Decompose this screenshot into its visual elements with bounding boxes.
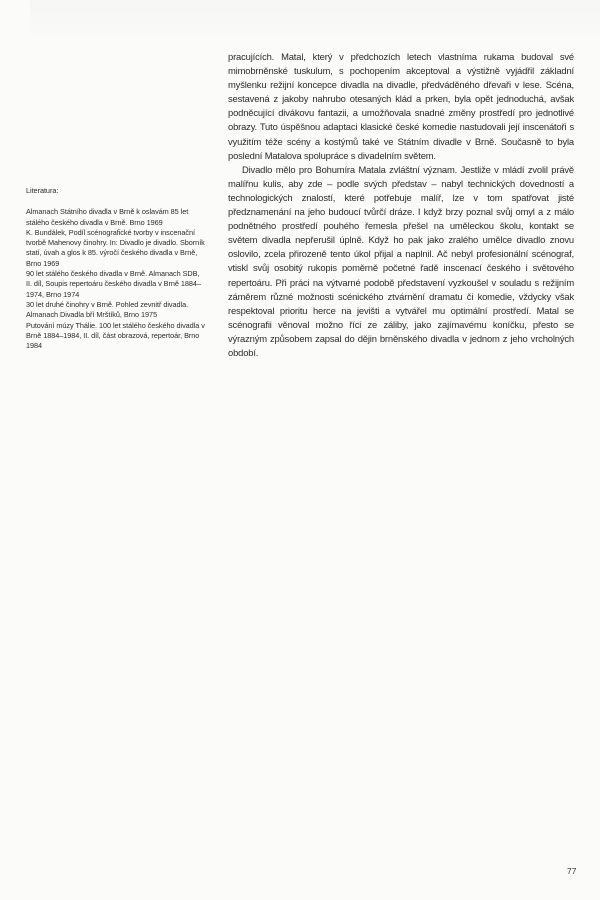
scan-shadow-band: [30, 0, 600, 38]
literature-heading: Literatura:: [26, 186, 59, 195]
reference-item: Almanach Státního divadla v Brně k oslavám 85 let stálého českého divadla v Brně. Brno 1969: [26, 207, 189, 227]
reference-item: 90 let stálého českého divadla v Brně. Almanach SDB, II. díl, Soupis repertoáru českého divadla v Brně 1884–1974, Brno 1974: [26, 269, 201, 299]
body-paragraph: pracujících. Matal, který v předchozích letech vlastníma rukama budoval své mimobrněnské tuskulum, s pochopením akceptoval a výstižně vyjádřil základní myšlenku režijní koncepce divadla na divadle, předváděného dřevaři v lese. Scéna, sestavená z jakoby nahrubo otesaných klád a prken, byla opět jednoduchá, avšak podněcující divákovu fantazii, a umožňovala snadné změny prostředí pro jednotlivé obrazy. Tuto úspěšnou adaptaci klasické české komedie nastudovali její inscenátoři s využitím téže scény a kostýmů také ve Státním divadle v Brně. Současně to byla poslední Matalova spolupráce s divadelním světem.: [228, 51, 574, 161]
reference-item: 30 let druhé činohry v Brně. Pohled zevnitř divadla. Almanach Divadla bří Mrštíků, Brno 1975: [26, 299, 189, 320]
main-text-column: [228, 50, 574, 360]
page-number: 77: [567, 866, 577, 876]
literature-sidebar: [26, 186, 206, 351]
body-paragraph: Divadlo mělo pro Bohumíra Matala zvláštní význam. Jestliže v mládí zvolil právě malířnu kulis, aby zde – podle svých představ – nabyl technických dovedností a technologických znalostí, které potřebuje malíř, lze v tom spatřovat jisté předznamenání na jeho budoucí tvůrčí dráze. I když brzy poznal svůj omyl a z málo podnětného prostředí pouhého řemesla přešel na uměleckou školu, kontakt se světem divadla nepřerušil úplně. Když ho pak jako zralého umělce divadlo znovu oslovilo, zcela přirozeně tento úkol přijal a naplnil. Ač nebyl profesionální scénograf, vtiskl svůj osobitý rukopis poměrně početné řadě inscenací českého i světového repertoáru. Při práci na výtvarné podobě představení vyzkoušel v souladu s režijním záměrem různé možnosti scénického ztvárnění dramatu či komedie, vždycky však respektoval prioritu herce na jevišti a vytvářel mu optimální prostředí. Matal se scénografii věnoval možno říci ze záliby, jako zajímavému koníčku, přesto se výrazným způsobem zapsal do dějin brněnského divadla v jednom z jeho vrcholných období.: [228, 163, 574, 358]
reference-item: Putování múzy Thálie. 100 let stálého českého divadla v Brně 1884–1984, II. díl, část obrazová, repertoár, Brno 1984: [26, 320, 205, 351]
reference-item: K. Bundálek, Podíl scénografické tvorby v inscenační tvorbě Mahenovy činohry. In: Divadlo je divadlo. Sborník statí, úvah a glos k 85. výročí českého divadla v Brně, Brno 1969: [26, 227, 205, 268]
